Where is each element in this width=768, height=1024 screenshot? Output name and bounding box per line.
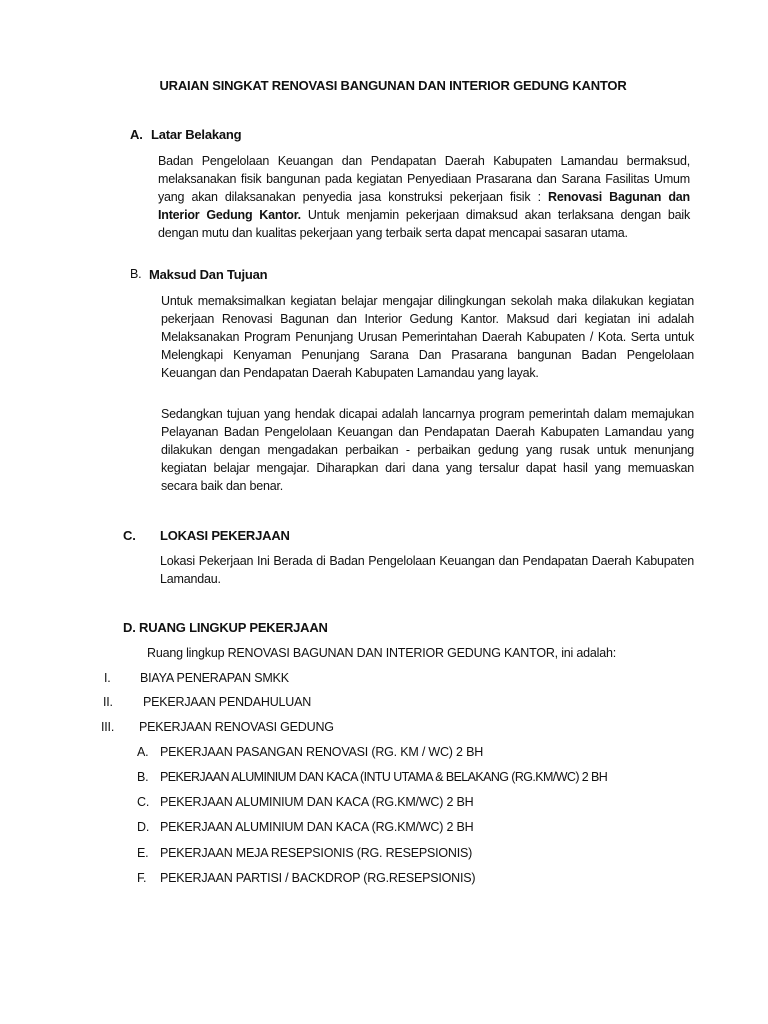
list-item-marker: III. bbox=[101, 720, 115, 734]
sublist-item-marker: D. bbox=[137, 820, 150, 834]
section-b-marker: B. bbox=[130, 267, 142, 281]
sublist-item-marker: F. bbox=[137, 871, 147, 885]
list-item-marker: II. bbox=[103, 695, 113, 709]
section-c-marker: C. bbox=[123, 528, 136, 543]
list-item-marker: I. bbox=[104, 671, 111, 685]
paragraph-text: Untuk menjamin pekerjaan dimaksud akan terlaksana dengan baik dengan mutu dan kualitas pekerjaan yang terbaik serta dapat mencapai sasaran utama. bbox=[158, 208, 690, 240]
list-item: BIAYA PENERAPAN SMKK bbox=[140, 671, 289, 685]
section-b-paragraph-1: Untuk memaksimalkan kegiatan belajar mengajar dilingkungan sekolah maka dilakukan kegiatan pekerjaan Renovasi Bagunan dan Interior Gedung Kantor. Maksud dari kegiatan ini adalah Melaksanakan Program Penunjang Urusan Pemerintahan Daerah Kabupaten / Kota. Serta untuk Melengkapi Kenyaman Penunjang Sarana Dan Prasarana bangunan Badan Pengelolaan Keuangan dan Pendapatan Daerah Kabupaten Lamandau yang layak. bbox=[161, 294, 694, 380]
sublist-item: PEKERJAAN MEJA RESEPSIONIS (RG. RESEPSIONIS) bbox=[160, 846, 473, 860]
section-a-paragraph bbox=[158, 152, 690, 242]
sublist-item-marker: E. bbox=[137, 846, 149, 860]
sublist-item: PEKERJAAN ALUMINIUM DAN KACA (RG.KM/WC) 2 BH bbox=[160, 795, 474, 809]
sublist-item: PEKERJAAN ALUMINIUM DAN KACA (INTU UTAMA & BELAKANG (RG.KM/WC) 2 BH bbox=[160, 770, 608, 784]
section-c-paragraph: Lokasi Pekerjaan Ini Berada di Badan Pengelolaan Keuangan dan Pendapatan Daerah Kabupaten Lamandau. bbox=[160, 554, 694, 586]
sublist-item-marker: C. bbox=[137, 795, 150, 809]
section-c-heading: LOKASI PEKERJAAN bbox=[160, 528, 290, 543]
document-title: URAIAN SINGKAT RENOVASI BANGUNAN DAN INTERIOR GEDUNG KANTOR bbox=[159, 78, 627, 93]
section-d-heading: D. RUANG LINGKUP PEKERJAAN bbox=[123, 620, 328, 635]
sublist-item-marker: A. bbox=[137, 745, 149, 759]
list-item: PEKERJAAN RENOVASI GEDUNG bbox=[139, 720, 334, 734]
sublist-item-marker: B. bbox=[137, 770, 149, 784]
sublist-item: PEKERJAAN PASANGAN RENOVASI (RG. KM / WC) 2 BH bbox=[160, 745, 484, 759]
section-b-paragraph-2: Sedangkan tujuan yang hendak dicapai adalah lancarnya program pemerintah dalam memajukan Pelayanan Badan Pengelolaan Keuangan dan Pendapatan Daerah Kabupaten Lamandau yang dilakukan dengan mengadakan perbaikan - perbaikan gedung yang rusak untuk menunjang kegiatan belajar mengajar. Diharapkan dari dana yang tersalur dapat hasil yang memuaskan secara baik dan benar. bbox=[161, 407, 694, 493]
bold-project-name: Renovasi Bagunan dan Interior Gedung Kantor. bbox=[158, 190, 690, 222]
section-a-heading: Latar Belakang bbox=[151, 127, 242, 142]
list-item: PEKERJAAN PENDAHULUAN bbox=[143, 695, 312, 709]
paragraph-text: Badan Pengelolaan Keuangan dan Pendapatan Daerah Kabupaten Lamandau bermaksud, melaksanakan fisik bangunan pada kegiatan Penyediaan Prasarana dan Sarana Fasilitas Umum yang akan dilaksanakan penyedia jasa konstruksi pekerjaan fisik : bbox=[158, 154, 690, 204]
sublist-item: PEKERJAAN ALUMINIUM DAN KACA (RG.KM/WC) 2 BH bbox=[160, 820, 474, 834]
section-a-marker: A. bbox=[130, 127, 143, 142]
sublist-item: PEKERJAAN PARTISI / BACKDROP (RG.RESEPSIONIS) bbox=[160, 871, 476, 885]
section-d-intro: Ruang lingkup RENOVASI BAGUNAN DAN INTERIOR GEDUNG KANTOR, ini adalah: bbox=[147, 646, 617, 660]
section-b-heading: Maksud Dan Tujuan bbox=[149, 267, 268, 282]
